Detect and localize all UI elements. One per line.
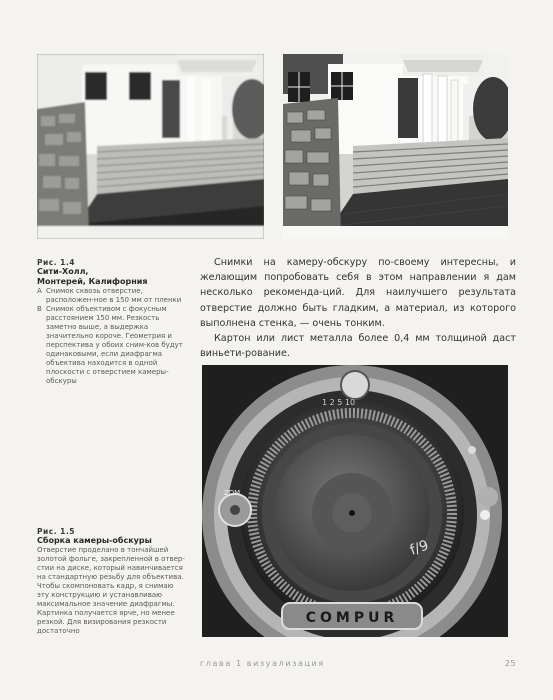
figure-number: Рис. 1.4	[37, 258, 75, 267]
figure-number: Рис. 1.5	[37, 527, 75, 536]
caption-figure-1-4	[37, 258, 187, 386]
figure-title-line-2: Монтерей, Калифорния	[37, 277, 148, 286]
photo-pinhole-lens-assembly	[202, 365, 508, 637]
caption-item-letter: В	[37, 305, 42, 313]
knob-badge-engraving: ZDM	[224, 489, 241, 497]
caption-item-b	[37, 305, 187, 386]
body-text	[200, 255, 516, 361]
caption-item-a	[37, 287, 187, 305]
caption-item-text: Снимок сквозь отверстие, расположен-ное в 150 мм от пленки	[46, 287, 182, 304]
shutter-dial-engraving: 1 2 5 10	[322, 398, 356, 407]
body-paragraph: Снимки на камеру-обскуру по-своему интересны, и желающим попробовать себя в этом направлении я дам несколько рекоменда-ций. Для наилучшего результата отверстие должно быть гладким, а материал, из которого выполнена стенка, — очень тонким.	[200, 257, 516, 329]
page-footer	[200, 659, 516, 668]
caption-item-text: Снимок объективом с фокусным расстоянием 150 мм. Резкость заметно выше, а выдержка значительно короче. Геометрия и перспектива у обоих сним-ков будут одинаковыми, если диафрагма объектива находится в одной плоскости с отверстием камеры-обскуры	[46, 305, 183, 385]
figure-title: Сборка камеры-обскуры	[37, 536, 152, 545]
lens-brand-plate: COMPUR	[305, 610, 399, 626]
body-paragraph: Картон или лист металла более 0,4 мм толщиной даст виньети-рование.	[200, 333, 516, 360]
page-number: 25	[504, 659, 516, 668]
photo-city-hall-pinhole	[37, 54, 264, 239]
photo-city-hall-lens	[283, 54, 508, 239]
caption-figure-1-5	[37, 527, 187, 636]
caption-item-letter: А	[37, 287, 42, 295]
aperture-engraving: f/9	[407, 537, 431, 559]
figure-title-line-1: Сити-Холл,	[37, 267, 89, 276]
chapter-running-head: глава 1 визуализация	[200, 659, 325, 668]
caption-text: Отверстие проделано в тончайшей золотой фольге, закрепленной в отвер-стии на диске, который навинчивается на стандартную резьбу для объектива. Чтобы скомпоновать кадр, я снимаю эту конструкцию и устанавливаю максимальное значение диафрагмы. Картинка получается ярче, но менее резкой. Для визирования резкости достаточно	[37, 546, 185, 635]
